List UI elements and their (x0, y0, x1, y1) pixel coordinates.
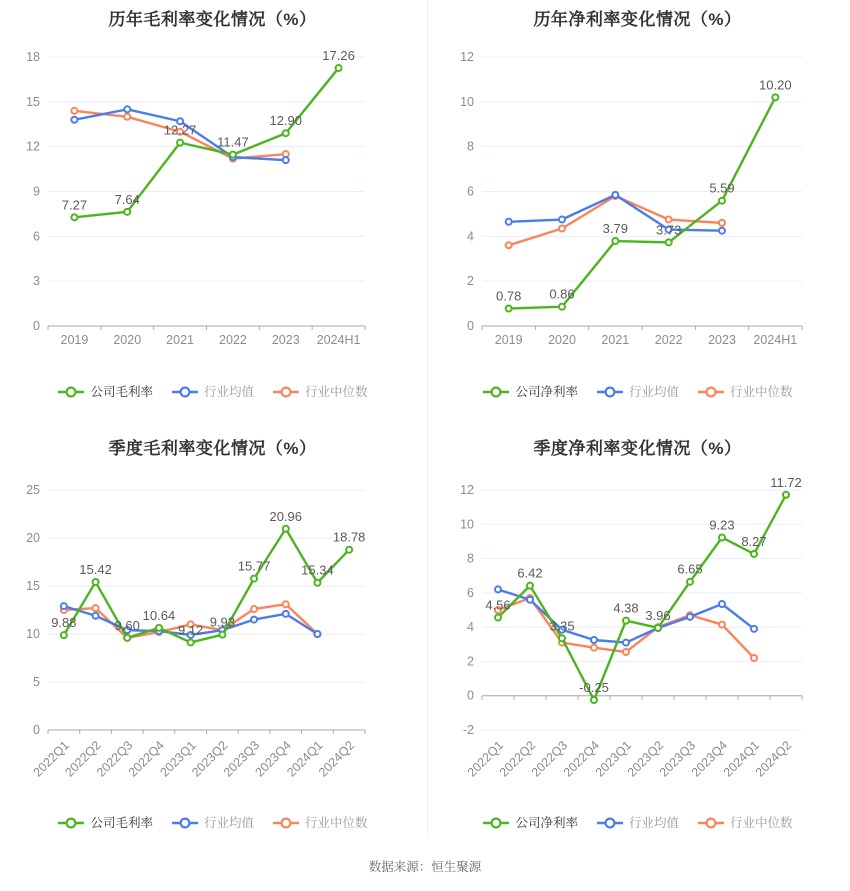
svg-text:0: 0 (33, 723, 40, 737)
svg-text:10: 10 (26, 627, 40, 641)
svg-text:2023Q2: 2023Q2 (189, 738, 231, 780)
legend-item-company[interactable] (57, 816, 153, 830)
svg-text:8.27: 8.27 (741, 533, 767, 549)
svg-text:3.73: 3.73 (656, 222, 682, 238)
svg-text:3.79: 3.79 (602, 221, 628, 237)
svg-text:2023Q4: 2023Q4 (688, 738, 731, 780)
legend-line-marker-icon (57, 816, 85, 830)
svg-text:2023Q2: 2023Q2 (624, 738, 667, 780)
legend-item-industry-median[interactable] (272, 816, 368, 830)
svg-text:2: 2 (467, 654, 474, 669)
data-source-note: 数据来源：恒生聚源 (368, 860, 482, 874)
svg-text:9.12: 9.12 (177, 622, 204, 638)
panel-quarterly-net-margin (425, 420, 850, 845)
svg-text:2022Q1: 2022Q1 (464, 738, 507, 780)
legend-item-industry-avg[interactable] (171, 816, 254, 830)
svg-text:2022: 2022 (654, 333, 683, 347)
panel-annual-gross-margin (0, 0, 425, 420)
svg-text:0.86: 0.86 (549, 286, 575, 302)
svg-text:2021: 2021 (601, 333, 630, 347)
chart-legend (0, 816, 425, 830)
panel-quarterly-gross-margin (0, 420, 425, 845)
legend-item-label: 公司毛利率 (90, 385, 153, 399)
svg-text:8: 8 (467, 139, 474, 154)
chart-title: 季度净利率变化情况（%） (533, 439, 742, 458)
svg-text:0.78: 0.78 (496, 288, 522, 304)
svg-text:2022Q3: 2022Q3 (94, 738, 136, 780)
svg-text:7.27: 7.27 (61, 197, 88, 213)
legend-item-company[interactable] (482, 385, 578, 399)
chart-legend (425, 816, 850, 830)
legend-line-marker-icon (171, 385, 199, 399)
legend-item-label: 行业均值 (203, 816, 254, 830)
svg-text:15: 15 (26, 579, 40, 593)
svg-text:6: 6 (467, 585, 474, 600)
svg-text:6: 6 (467, 184, 474, 199)
svg-text:2024Q2: 2024Q2 (752, 738, 795, 780)
svg-text:0: 0 (33, 319, 40, 333)
svg-text:4.38: 4.38 (613, 600, 639, 616)
svg-text:2022Q2: 2022Q2 (62, 738, 104, 780)
annual-net-margin-chart (425, 0, 850, 420)
svg-text:9.93: 9.93 (209, 614, 236, 630)
svg-text:7.64: 7.64 (114, 191, 140, 207)
panel-divider (427, 0, 428, 838)
legend-item-label: 行业均值 (628, 385, 679, 399)
legend-line-marker-icon (596, 385, 624, 399)
legend-line-marker-icon (272, 816, 300, 830)
svg-text:20: 20 (26, 531, 40, 545)
svg-text:6.42: 6.42 (517, 565, 543, 581)
svg-text:2019: 2019 (494, 333, 523, 347)
svg-text:3.96: 3.96 (645, 607, 671, 623)
svg-text:4: 4 (467, 620, 474, 635)
svg-text:2022Q1: 2022Q1 (30, 738, 72, 780)
quarterly-gross-margin-chart (0, 420, 425, 845)
legend-item-industry-median[interactable] (697, 385, 793, 399)
svg-text:2019: 2019 (60, 333, 89, 347)
svg-text:3: 3 (33, 274, 40, 289)
svg-text:2024Q1: 2024Q1 (284, 738, 326, 780)
svg-text:2023: 2023 (708, 333, 736, 347)
svg-text:2023Q3: 2023Q3 (656, 738, 699, 780)
svg-text:10: 10 (460, 94, 474, 109)
legend-line-marker-icon (596, 816, 624, 830)
svg-text:12: 12 (26, 139, 40, 154)
svg-text:2022: 2022 (219, 333, 247, 347)
svg-text:2023: 2023 (271, 333, 300, 347)
svg-text:15.34: 15.34 (301, 562, 334, 578)
legend-line-marker-icon (697, 385, 725, 399)
chart-title: 历年毛利率变化情况（%） (108, 10, 317, 29)
legend-item-industry-avg[interactable] (596, 385, 679, 399)
svg-text:10.64: 10.64 (142, 607, 176, 623)
svg-text:12.27: 12.27 (163, 122, 197, 138)
svg-text:8: 8 (467, 551, 474, 566)
legend-line-marker-icon (482, 385, 510, 399)
svg-text:0: 0 (467, 688, 474, 703)
legend-line-marker-icon (482, 816, 510, 830)
svg-text:9.60: 9.60 (114, 617, 140, 633)
svg-text:15.42: 15.42 (79, 561, 112, 577)
legend-item-industry-avg[interactable] (596, 816, 679, 830)
svg-text:2024Q1: 2024Q1 (720, 738, 763, 780)
legend-item-industry-median[interactable] (272, 385, 368, 399)
legend-item-company[interactable] (482, 816, 578, 830)
svg-text:4: 4 (467, 229, 474, 244)
legend-line-marker-icon (697, 816, 725, 830)
svg-text:11.47: 11.47 (217, 134, 249, 150)
legend-item-label: 公司净利率 (515, 816, 578, 830)
svg-text:2022Q4: 2022Q4 (560, 738, 603, 780)
svg-text:4.56: 4.56 (485, 597, 511, 613)
svg-text:2021: 2021 (166, 333, 194, 347)
svg-text:18.78: 18.78 (332, 529, 366, 545)
chart-title: 季度毛利率变化情况（%） (108, 439, 317, 458)
svg-text:17.26: 17.26 (322, 48, 355, 64)
svg-text:18: 18 (26, 50, 40, 64)
svg-text:9.23: 9.23 (709, 517, 735, 533)
svg-text:15.77: 15.77 (237, 558, 271, 574)
svg-text:11.72: 11.72 (770, 474, 802, 490)
svg-text:25: 25 (26, 483, 40, 497)
svg-text:2023Q1: 2023Q1 (592, 738, 635, 780)
svg-text:5: 5 (33, 675, 40, 689)
quarterly-net-margin-chart (425, 420, 850, 845)
svg-text:2023Q1: 2023Q1 (157, 738, 199, 780)
svg-text:6: 6 (33, 229, 40, 244)
legend-item-label: 行业中位数 (730, 385, 793, 399)
legend-item-label: 行业均值 (203, 385, 254, 399)
svg-text:2022Q2: 2022Q2 (496, 738, 539, 780)
svg-text:2020: 2020 (113, 333, 142, 347)
legend-item-label: 公司毛利率 (90, 816, 153, 830)
svg-text:2020: 2020 (548, 333, 576, 347)
chart-title: 历年净利率变化情况（%） (533, 10, 742, 29)
svg-text:2022Q4: 2022Q4 (125, 738, 168, 780)
svg-text:2024H1: 2024H1 (316, 333, 361, 347)
legend-item-industry-median[interactable] (697, 816, 793, 830)
legend-item-label: 行业中位数 (305, 385, 368, 399)
legend-item-company[interactable] (57, 385, 153, 399)
svg-text:3.35: 3.35 (549, 618, 575, 634)
svg-text:2024H1: 2024H1 (753, 333, 798, 347)
legend-item-industry-avg[interactable] (171, 385, 254, 399)
svg-text:2023Q3: 2023Q3 (220, 738, 263, 780)
legend-line-marker-icon (57, 385, 85, 399)
svg-text:10.20: 10.20 (759, 77, 792, 93)
legend-line-marker-icon (272, 385, 300, 399)
legend-line-marker-icon (171, 816, 199, 830)
svg-text:2: 2 (467, 274, 474, 289)
svg-text:9: 9 (33, 184, 40, 199)
svg-text:-0.25: -0.25 (579, 680, 609, 695)
svg-text:-2: -2 (462, 723, 474, 737)
legend-item-label: 行业中位数 (305, 816, 368, 830)
svg-text:0: 0 (467, 319, 474, 333)
svg-text:2024Q2: 2024Q2 (315, 738, 358, 780)
legend-item-label: 行业中位数 (730, 816, 793, 830)
svg-text:2023Q4: 2023Q4 (252, 738, 294, 780)
svg-text:5.59: 5.59 (709, 180, 735, 196)
svg-text:6.65: 6.65 (677, 561, 703, 577)
chart-legend (0, 385, 425, 399)
chart-legend (425, 385, 850, 399)
svg-text:12: 12 (460, 483, 474, 497)
svg-text:12.90: 12.90 (269, 113, 303, 129)
legend-item-label: 公司净利率 (515, 385, 578, 399)
annual-gross-margin-chart (0, 0, 425, 420)
panel-annual-net-margin (425, 0, 850, 420)
svg-text:12: 12 (460, 50, 474, 64)
svg-text:20.96: 20.96 (269, 508, 303, 524)
svg-text:2022Q3: 2022Q3 (528, 738, 571, 780)
legend-item-label: 行业均值 (628, 816, 679, 830)
svg-text:10: 10 (460, 517, 474, 532)
svg-text:15: 15 (26, 94, 40, 109)
svg-text:9.88: 9.88 (51, 615, 77, 631)
